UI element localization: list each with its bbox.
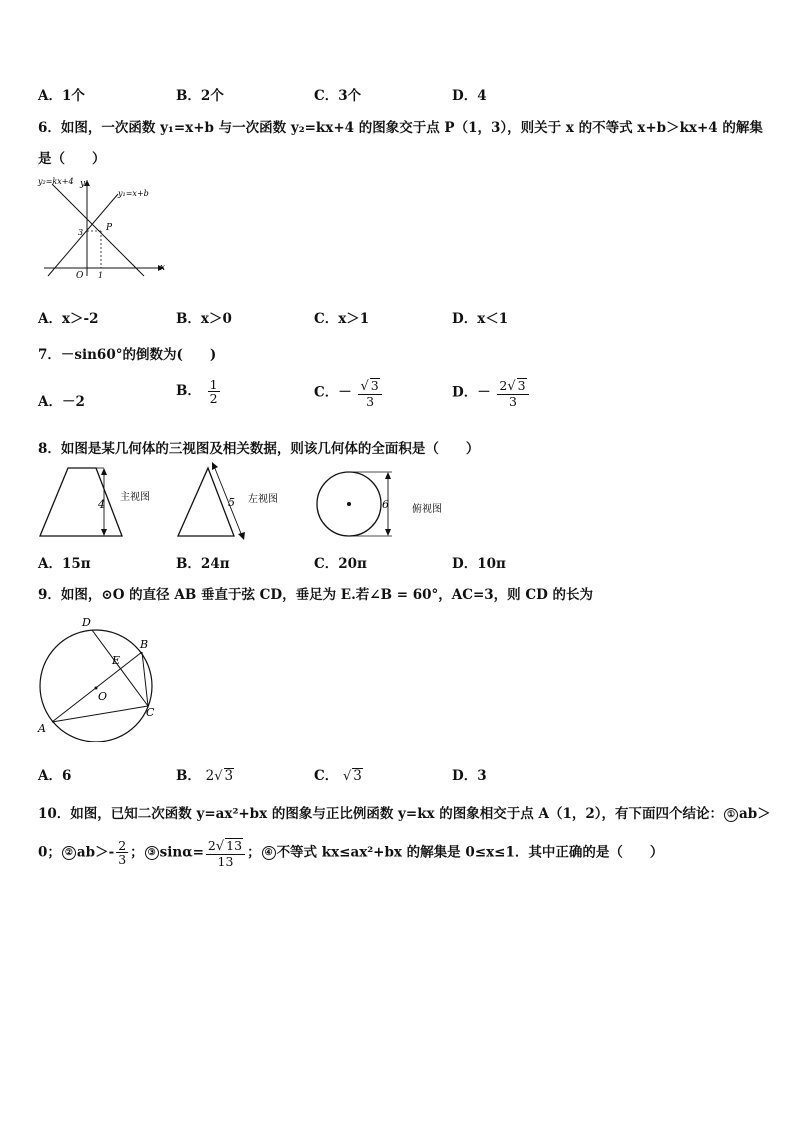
option-text: 2个 — [200, 88, 224, 104]
fraction-numerator: √ 3 — [360, 378, 379, 394]
option-text: 1个 — [61, 88, 85, 104]
q6-stem-line1: 6．如图，一次函数 y₁=x+b 与一次函数 y₂=kx+4 的图象交于点 P（1，3），则关于 x 的不等式 x+b＞kx+4 的解集 — [38, 120, 763, 136]
q9-figure — [30, 612, 170, 742]
label-y2: y₂=kx+4 — [38, 177, 74, 186]
front-dim-label: 4 — [98, 498, 105, 511]
top-dim-arrow-bottom — [385, 529, 391, 536]
option-key: B． — [176, 768, 201, 784]
q7-option-c — [314, 378, 384, 408]
top-dim-label: 6 — [382, 498, 389, 511]
option-text: 3 — [477, 768, 487, 784]
option-text: 20π — [338, 556, 367, 572]
label-c: C — [146, 706, 155, 719]
conclusion-marker-2: ② — [62, 846, 76, 860]
fraction-denominator: 3 — [509, 393, 517, 409]
fraction — [116, 839, 128, 866]
top-view-label: 俯视图 — [412, 504, 442, 515]
radicand: 13 — [226, 838, 243, 853]
option-key: B． — [176, 88, 201, 104]
option-key: B． — [176, 311, 201, 327]
option-text: 24π — [200, 556, 230, 572]
radicand: 3 — [517, 378, 526, 393]
q6-option-d — [452, 307, 508, 327]
option-text: 10π — [477, 556, 506, 572]
q10-line2 — [38, 838, 663, 868]
option-text: x＞-2 — [61, 311, 99, 327]
label-p: P — [106, 223, 113, 233]
q8-option-d — [452, 552, 506, 572]
label-d: D — [82, 616, 91, 629]
front-dim-arrow-bottom — [101, 529, 107, 536]
option-key: A． — [38, 556, 62, 572]
option-key: C． — [314, 311, 339, 327]
radical-expression: 2√ 3 — [205, 768, 234, 784]
conclusion-1-text: ab＞ — [739, 806, 771, 822]
front-view-shape — [40, 468, 122, 536]
option-text: x＜1 — [477, 311, 509, 327]
conclusion-marker-1: ① — [724, 808, 738, 822]
fraction-numerator: 2√ 13 — [207, 838, 243, 854]
q7-option-d — [452, 378, 531, 408]
q7-option-a — [38, 390, 85, 410]
fraction — [497, 378, 528, 408]
coefficient: 2 — [499, 378, 508, 393]
side-dim-label: 5 — [228, 496, 235, 509]
coefficient: 2 — [207, 838, 216, 853]
label-e: E — [112, 654, 121, 667]
q8-option-a — [38, 552, 91, 572]
fraction-denominator: 3 — [366, 393, 375, 409]
option-text: －2 — [61, 394, 85, 410]
option-text: 6 — [61, 768, 72, 784]
q8-stem: 8．如图是某几何体的三视图及相关数据，则该几何体的全面积是（ ） — [38, 441, 480, 457]
top-dim-arrow-top — [385, 472, 391, 479]
radicand: 3 — [353, 768, 362, 784]
option-key: A． — [38, 311, 62, 327]
fraction-numerator: 2 — [118, 838, 127, 854]
fraction — [206, 838, 245, 868]
q8-option-c — [314, 552, 367, 572]
option-key: A． — [38, 768, 62, 784]
front-dim-arrow-top — [101, 468, 107, 475]
fraction-denominator: 3 — [118, 852, 127, 868]
radicand: 3 — [370, 378, 379, 393]
option-key: A． — [38, 394, 62, 410]
top-view-center — [347, 502, 351, 506]
option-key: D． — [452, 768, 478, 784]
coefficient: 2 — [205, 768, 215, 784]
minus-sign: － — [477, 384, 491, 401]
option-text: x＞0 — [200, 311, 232, 327]
conclusion-marker-4: ④ — [262, 846, 276, 860]
option-key: B． — [176, 383, 201, 400]
label-a: A — [38, 722, 46, 735]
conclusion-4-text: 不等式 kx≤ax²+bx 的解集是 0≤x≤1．其中正确的是（ ） — [276, 844, 664, 861]
front-view-label: 主视图 — [120, 492, 150, 503]
q6-stem-line2: 是（ ） — [38, 151, 106, 167]
fraction-denominator: 2 — [209, 391, 218, 407]
q7-option-b — [176, 378, 222, 405]
q5-option-a — [38, 84, 85, 104]
option-key: D． — [452, 556, 478, 572]
q6-option-a — [38, 307, 99, 327]
label-y1: y₁=x+b — [118, 189, 149, 198]
fraction — [358, 378, 381, 408]
label-y: y — [80, 179, 86, 189]
option-key: C． — [314, 88, 339, 104]
q9-stem: 9．如图，⊙O 的直径 AB 垂直于弦 CD，垂足为 E.若∠B = 60°，AC=3，则 CD 的长为 — [38, 587, 594, 603]
option-text: 3个 — [338, 88, 362, 104]
option-text: 15π — [61, 556, 91, 572]
minus-sign: － — [338, 384, 352, 401]
option-key: C． — [314, 556, 339, 572]
q9-option-b — [176, 764, 234, 784]
q9-option-c — [314, 764, 363, 784]
q5-option-d — [452, 84, 487, 104]
radical-expression: √ 3 — [342, 768, 362, 784]
separator: ； — [130, 844, 144, 861]
segment-ac — [52, 706, 148, 722]
q6-figure — [36, 172, 176, 282]
side-view-label: 左视图 — [248, 494, 278, 505]
conclusion-1-tail: 0； — [38, 844, 61, 861]
fraction — [208, 378, 220, 405]
option-text: x＞1 — [338, 311, 370, 327]
q5-option-b — [176, 84, 224, 104]
q9-option-a — [38, 764, 71, 784]
q8-figure — [36, 462, 456, 544]
side-view-shape — [178, 468, 234, 536]
option-key: D． — [452, 384, 478, 401]
label-3: 3 — [78, 228, 84, 237]
conclusion-marker-3: ③ — [145, 846, 159, 860]
q9-option-d — [452, 764, 487, 784]
option-key: D． — [452, 311, 478, 327]
label-1: 1 — [98, 271, 104, 280]
label-x: x — [160, 263, 166, 273]
fraction-denominator: 13 — [217, 853, 234, 869]
fraction-numerator: 2√ 3 — [499, 378, 526, 394]
option-text: 4 — [477, 88, 487, 104]
conclusion-2-text: ab＞- — [76, 844, 115, 861]
q5-option-c — [314, 84, 361, 104]
radicand: 3 — [224, 768, 234, 784]
side-dim-arrow-bottom — [238, 532, 245, 540]
label-o: O — [76, 271, 84, 281]
label-b: B — [140, 638, 149, 651]
label-o: O — [98, 690, 108, 703]
option-key: B． — [176, 556, 201, 572]
q6-option-b — [176, 307, 232, 327]
q8-option-b — [176, 552, 230, 572]
option-key: C． — [314, 768, 339, 784]
conclusion-3-text: sinα= — [159, 844, 204, 861]
option-key: D． — [452, 88, 478, 104]
q6-option-c — [314, 307, 369, 327]
option-key: A． — [38, 88, 62, 104]
fraction-numerator: 1 — [209, 377, 218, 392]
q7-stem: 7．－sin60°的倒数为( ) — [38, 347, 217, 363]
separator: ； — [247, 844, 261, 861]
q10-stem: 10．如图，已知二次函数 y=ax²+bx 的图象与正比例函数 y=kx 的图象相交于点 A（1，2），有下面四个结论： — [38, 806, 724, 822]
q10-line1 — [38, 802, 771, 822]
circle-o — [40, 630, 152, 742]
option-key: C． — [314, 384, 339, 401]
